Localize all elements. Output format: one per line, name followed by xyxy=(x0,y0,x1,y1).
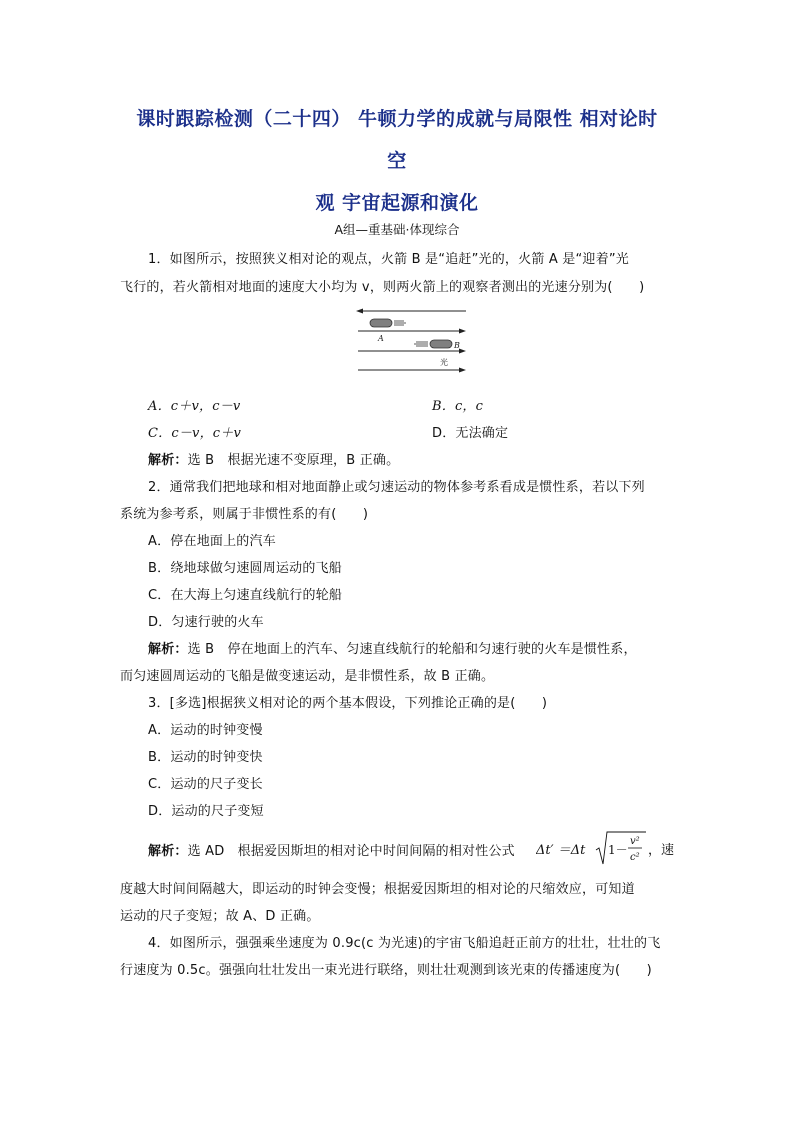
q2-option-a: A．停在地面上的汽车 xyxy=(148,534,276,549)
q2-stem-line1: 2．通常我们把地球和相对地面静止或匀速运动的物体参考系看成是惯性系，若以下列 xyxy=(148,480,645,495)
q1-option-c: C．c－v，c＋v xyxy=(148,426,241,441)
right-arrow-head-3 xyxy=(459,368,466,373)
page-title-line2: 空 xyxy=(387,150,407,172)
q2-option-c: C．在大海上匀速直线航行的轮船 xyxy=(148,588,343,603)
formula-numerator: v² xyxy=(630,836,640,847)
q2-option-d: D．匀速行驶的火车 xyxy=(148,615,264,630)
q3-option-d: D．运动的尺子变短 xyxy=(148,804,264,819)
label-b: B xyxy=(454,341,460,350)
rocket-a xyxy=(370,319,392,327)
formula-one: 1－ xyxy=(608,843,628,857)
page-title-line1: 课时跟踪检测（二十四） 牛顿力学的成就与局限性 相对论时 xyxy=(136,108,658,130)
time-dilation-formula xyxy=(536,826,676,870)
q2-answer-text: 选 B 停在地面上的汽车、匀速直线航行的轮船和匀速行驶的火车是惯性系， xyxy=(187,642,637,657)
q2-option-b: B．绕地球做匀速圆周运动的飞船 xyxy=(148,561,342,576)
q3-option-b: B．运动的时钟变快 xyxy=(148,750,263,765)
q1-answer-text: 选 B 根据光速不变原理，B 正确。 xyxy=(187,453,400,468)
rocket-light-diagram xyxy=(354,304,472,384)
right-arrow-head-2 xyxy=(459,349,466,354)
q1-stem-line1: 1．如图所示，按照狭义相对论的观点，火箭 B 是“追赶”光的，火箭 A 是“迎着”光 xyxy=(148,252,629,267)
answer-label: 解析： xyxy=(148,453,188,468)
q3-answer-line3: 运动的尺子变短；故 A、D 正确。 xyxy=(120,909,320,924)
q2-answer-line2: 而匀速圆周运动的飞船是做变速运动，是非惯性系，故 B 正确。 xyxy=(120,669,495,684)
formula-lhs: Δt′ ＝Δt xyxy=(536,843,586,858)
q2-stem-line2: 系统为参考系，则属于非惯性系的有( ) xyxy=(120,507,369,522)
label-light: 光 xyxy=(440,358,448,367)
q3-answer-line2: 度越大时间间隔越大，即运动的时钟会变慢；根据爱因斯坦的相对论的尺缩效应，可知道 xyxy=(120,882,635,897)
q2-answer-line1 xyxy=(148,638,637,657)
q1-option-a: A．c＋v，c－v xyxy=(148,399,241,414)
q3-stem: 3．[多选]根据狭义相对论的两个基本假设，下列推论正确的是( ) xyxy=(148,696,548,711)
q4-stem-line1: 4．如图所示，强强乘坐速度为 0.9c(c 为光速)的宇宙飞船追赶正前方的壮壮，壮壮的飞 xyxy=(148,936,661,951)
group-heading: A组—重基础·体现综合 xyxy=(334,222,460,237)
q1-answer xyxy=(148,449,399,468)
q3-option-c: C．运动的尺子变长 xyxy=(148,777,263,792)
right-arrow-head-1 xyxy=(459,329,466,334)
answer-label: 解析： xyxy=(148,642,188,657)
page-title-line3: 观 宇宙起源和演化 xyxy=(315,192,479,214)
label-a: A xyxy=(378,334,384,343)
q1-option-b: B．c，c xyxy=(432,399,484,414)
rocket-b xyxy=(430,340,452,348)
q3-option-a: A．运动的时钟变慢 xyxy=(148,723,263,738)
formula-tail: ，速 xyxy=(648,843,675,858)
q1-option-d: D．无法确定 xyxy=(432,426,509,441)
q1-stem-line2: 飞行的，若火箭相对地面的速度大小均为 v，则两火箭上的观察者测出的光速分别为( ) xyxy=(120,280,645,295)
q3-answer-text: 选 AD 根据爱因斯坦的相对论中时间间隔的相对性公式 xyxy=(187,844,515,859)
left-arrow-head xyxy=(356,309,363,314)
answer-label: 解析： xyxy=(148,844,188,859)
formula-denominator: c² xyxy=(630,852,640,863)
q4-stem-line2: 行速度为 0.5c。强强向壮壮发出一束光进行联络，则壮壮观测到该光束的传播速度为( ) xyxy=(120,963,652,978)
q3-answer-line1 xyxy=(148,840,515,859)
